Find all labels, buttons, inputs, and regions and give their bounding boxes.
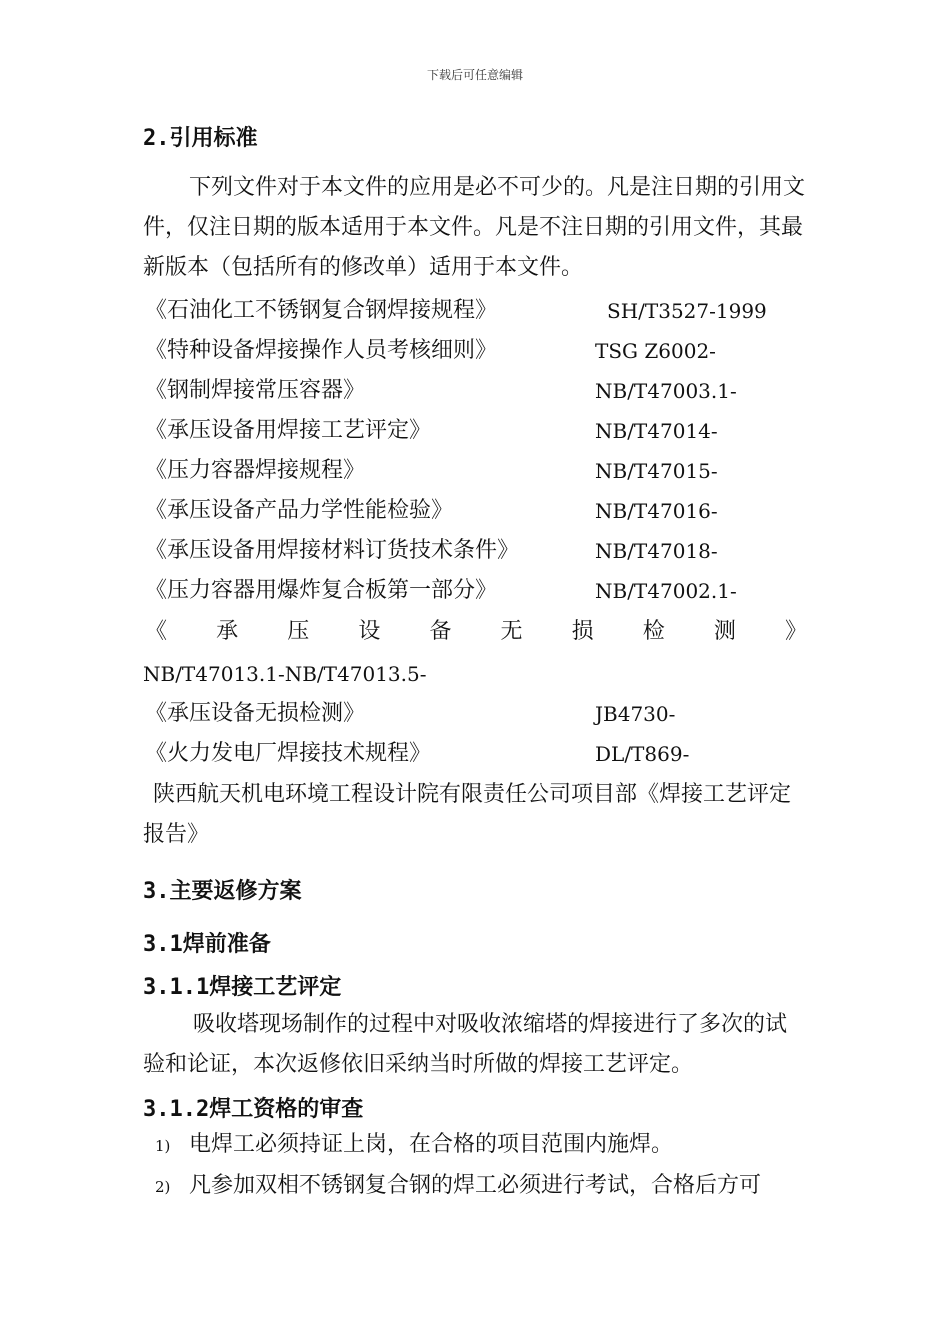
reference-row [145, 331, 810, 371]
title-char: 备 [429, 619, 452, 644]
section-3-1-1-body [143, 1005, 808, 1085]
section-2-heading [143, 121, 258, 152]
ndt-reference-title [145, 612, 807, 652]
reference-title: 《承压设备无损检测》 [145, 701, 366, 726]
page-header: 下载后可任意编辑 [426, 68, 523, 82]
section-number: 3. [143, 879, 170, 904]
title-char: 测 [713, 619, 736, 644]
reference-row [145, 734, 810, 774]
section-number: 3.1.2 [143, 1097, 210, 1122]
section-title: 焊工资格的审查 [209, 1097, 364, 1122]
reference-row [145, 411, 810, 451]
closing-reference [143, 775, 808, 855]
title-char: 检 [642, 619, 665, 644]
reference-code: NB/T47003.1- [595, 379, 737, 403]
reference-code: SH/T3527-1999 [607, 299, 767, 323]
reference-title: 《钢制焊接常压容器》 [145, 378, 366, 403]
reference-title: 《压力容器焊接规程》 [145, 458, 366, 483]
reference-row [145, 571, 810, 611]
reference-code: NB/T47018- [595, 539, 718, 563]
title-char: 损 [571, 619, 594, 644]
list-item [155, 1125, 673, 1166]
intro-text: 下列文件对于本文件的应用是必不可少的。凡是注日期的引用文件，仅注日期的版本适用于本文件。凡是不注日期的引用文件，其最新版本（包括所有的修改单）适用于本文件。 [143, 175, 806, 280]
section-title: 焊前准备 [182, 932, 271, 957]
title-char: 《 [145, 619, 168, 644]
title-char: 无 [500, 619, 523, 644]
section-3-1-heading [143, 927, 271, 958]
reference-code: NB/T47015- [595, 459, 718, 483]
title-char: 》 [784, 619, 807, 644]
list-item [155, 1166, 761, 1207]
reference-code: DL/T869- [595, 742, 690, 766]
section-title: 主要返修方案 [169, 879, 302, 904]
section-3-1-1-heading [143, 970, 341, 1001]
closing-text: 陕西航天机电环境工程设计院有限责任公司项目部《焊接工艺评定报告》 [143, 782, 792, 847]
intro-paragraph [143, 168, 808, 288]
section-number: 3.1.1 [143, 975, 210, 1000]
reference-title: 《承压设备用焊接材料订货技术条件》 [145, 538, 520, 563]
reference-title: 《特种设备焊接操作人员考核细则》 [145, 338, 498, 363]
reference-code: TSG Z6002- [595, 339, 716, 363]
section-3-heading [143, 874, 302, 905]
reference-title: 《火力发电厂焊接技术规程》 [145, 741, 432, 766]
section-title: 引用标准 [169, 126, 258, 151]
section-number: 3.1 [143, 932, 183, 957]
list-number: 2) [155, 1178, 171, 1196]
list-number: 1) [155, 1137, 171, 1155]
title-char: 设 [358, 619, 381, 644]
list-text: 凡参加双相不锈钢复合钢的焊工必须进行考试，合格后方可 [189, 1173, 762, 1198]
section-title: 焊接工艺评定 [209, 975, 342, 1000]
reference-title: 《承压设备产品力学性能检验》 [145, 498, 454, 523]
reference-row [145, 451, 810, 491]
reference-title: 《承压设备用焊接工艺评定》 [145, 418, 432, 443]
reference-title: 《石油化工不锈钢复合钢焊接规程》 [145, 298, 498, 323]
reference-row [145, 291, 810, 331]
list-text: 电焊工必须持证上岗，在合格的项目范围内施焊。 [189, 1132, 674, 1157]
reference-row [145, 694, 810, 734]
reference-code: JB4730- [595, 702, 676, 726]
title-char: 压 [287, 619, 310, 644]
section-3-1-2-heading [143, 1092, 363, 1123]
section-number: 2. [143, 126, 170, 151]
reference-code: NB/T47016- [595, 499, 718, 523]
ndt-reference-code: NB/T47013.1-NB/T47013.5- [143, 662, 427, 686]
reference-row [145, 491, 810, 531]
body-text: 吸收塔现场制作的过程中对吸收浓缩塔的焊接进行了多次的试验和论证，本次返修依旧采纳当时所做的焊接工艺评定。 [143, 1012, 788, 1077]
reference-row [145, 371, 810, 411]
reference-title: 《压力容器用爆炸复合板第一部分》 [145, 578, 498, 603]
title-char: 承 [216, 619, 239, 644]
reference-code: NB/T47002.1- [595, 579, 737, 603]
reference-row [145, 531, 810, 571]
reference-code: NB/T47014- [595, 419, 718, 443]
